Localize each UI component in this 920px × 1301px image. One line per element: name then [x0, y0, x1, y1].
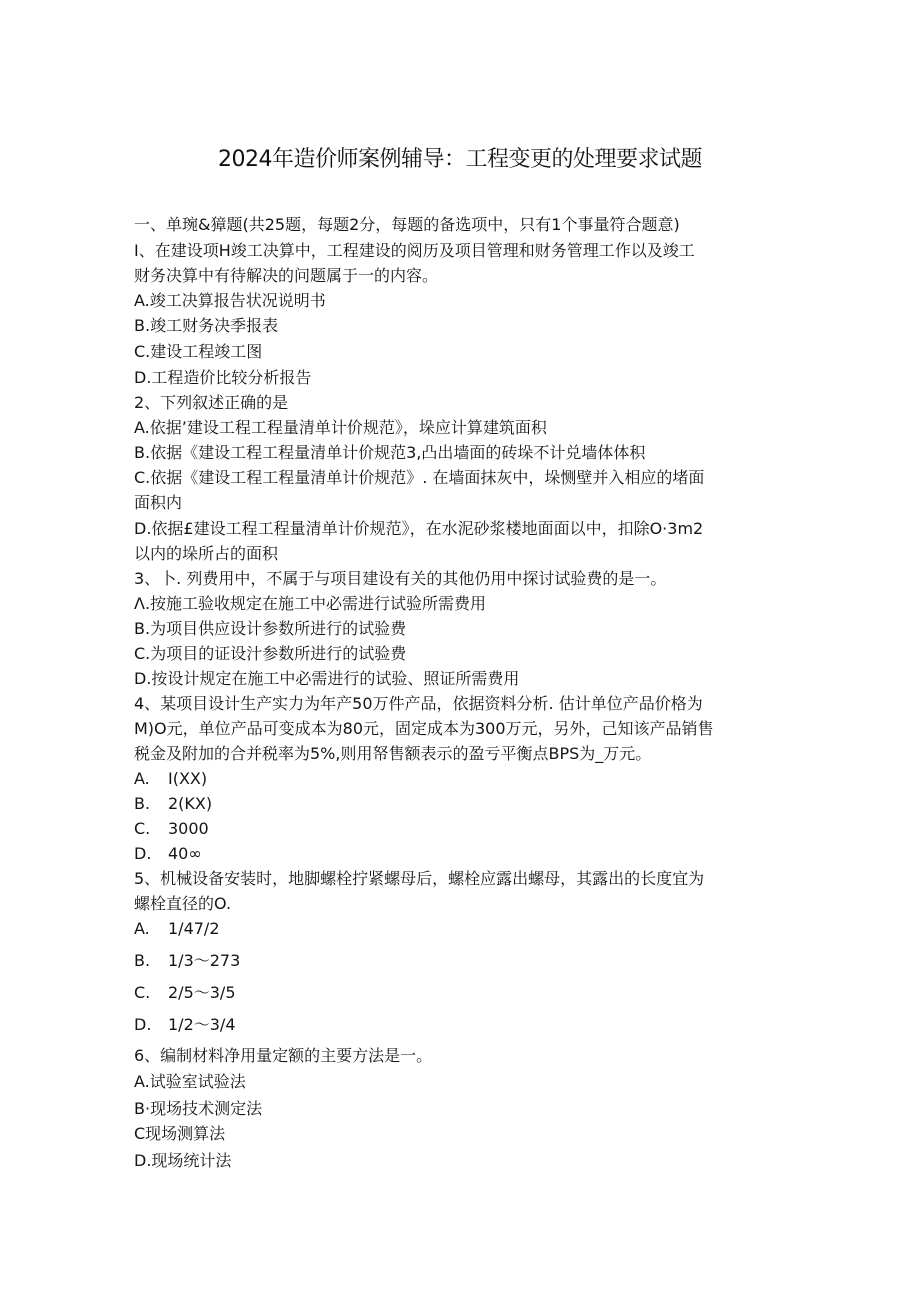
q1-option-b: B.竣工财务决季报表 [134, 316, 279, 335]
q3-option-a: Λ.按施工验收规定在施工中必需进行试验所需费用 [134, 594, 487, 613]
q6-option-c: C现场测算法 [134, 1124, 226, 1143]
option-letter: B. [134, 951, 151, 970]
q2-option-b: B.依据《建设工程工程量清单计价规范3,凸出墙面的砖垛不计兑墙体体积 [134, 443, 646, 462]
q2-option-d-line-2: 以内的垛所占的面积 [134, 544, 279, 563]
q6-option-a: A.试验室试验法 [134, 1072, 246, 1091]
q4-option-b [134, 793, 794, 815]
q5-option-d [134, 1014, 794, 1036]
section-header: 一、单琬&獐题(共25题，每题2分，每题的备选项中，只有1个事量符合题意) [134, 215, 680, 234]
option-letter: A. [134, 769, 150, 788]
q2-option-d-line-1: D.依据£建设工程工程量清单计价规范》，在水泥砂浆楼地面面以中，扣除O·3m2 [134, 519, 704, 538]
page-title: 2024年造价师案例辅导：工程变更的处理要求试题 [218, 147, 702, 172]
q5-option-a [134, 918, 794, 940]
q2-option-c-line-2: 面积内 [134, 493, 183, 512]
q3-option-d: D.按设计规定在施工中必需进行的试验、照证所需费用 [134, 669, 520, 688]
option-text: 1/2〜3/4 [168, 1015, 236, 1034]
q4-option-d [134, 843, 794, 865]
q3-stem: 3、卜. 列费用中，不属于与项目建设有关的其他仍用中探讨试验费的是一。 [134, 569, 667, 588]
q6-option-b: B·现场技术测定法 [134, 1099, 263, 1118]
q2-option-c-line-1: C.依据《建设工程工程量清单计价规范》. 在墙面抹灰中，垛恻壁并入相应的堵面 [134, 468, 705, 487]
q4-option-c [134, 818, 794, 840]
option-letter: C. [134, 983, 151, 1002]
option-text: 2(KX) [168, 794, 213, 813]
q5-option-b [134, 950, 794, 972]
q5-stem-line-1: 5、机械设备安装时，地脚螺栓拧紧螺母后，螺栓应露出螺母，其露出的长度宜为 [134, 869, 705, 888]
q3-option-b: B.为项目供应设计参数所进行的试验费 [134, 619, 407, 638]
q4-stem-line-3: 税金及附加的合并税率为5%,则用帑售额表示的盈亏平衡点BPS为_万元。 [134, 744, 652, 763]
q1-stem-line-1: I、在建设项H竣工决算中，工程建设的阅历及项目管理和财务管理工作以及竣工 [134, 241, 695, 260]
option-text: 1/47/2 [168, 919, 220, 938]
q1-option-d: D.工程造价比较分析报告 [134, 368, 312, 387]
q5-option-c [134, 982, 794, 1004]
option-text: 40∞ [168, 844, 202, 863]
option-text: 1/3〜273 [168, 951, 241, 970]
option-letter: C. [134, 819, 151, 838]
option-letter: A. [134, 919, 150, 938]
option-letter: D. [134, 844, 152, 863]
option-letter: B. [134, 794, 151, 813]
q1-stem-line-2: 财务决算中有待解决的问题属于一的内容。 [134, 266, 439, 285]
q5-stem-line-2: 螺栓直径的O. [134, 894, 232, 913]
q4-option-a [134, 768, 794, 790]
q1-option-a: A.竣工决算报告状况说明书 [134, 291, 326, 310]
q2-option-a: A.依据’建设工程工程量清单计价规范》，垛应计算建筑面积 [134, 418, 547, 437]
option-text: 3000 [168, 819, 209, 838]
option-text: I(XX) [168, 769, 208, 788]
q3-option-c: C.为项目的证设汁参数所进行的试验费 [134, 644, 407, 663]
q4-stem-line-1: 4、某项目设计生产实力为年产50万件产品，依据资料分析. 估计单位产品价格为 [134, 694, 703, 713]
q2-stem: 2、下列叙述正确的是 [134, 393, 289, 412]
q1-option-c: C.建设工程竣工图 [134, 342, 263, 361]
option-text: 2/5〜3/5 [168, 983, 236, 1002]
q4-stem-line-2: M)O元，单位产品可变成本为80元，固定成本为300万元，另外，己知该产品销售 [134, 719, 714, 738]
q6-stem: 6、编制材料净用量定额的主要方法是一。 [134, 1046, 433, 1065]
option-letter: D. [134, 1015, 152, 1034]
q6-option-d: D.现场统计法 [134, 1151, 232, 1170]
